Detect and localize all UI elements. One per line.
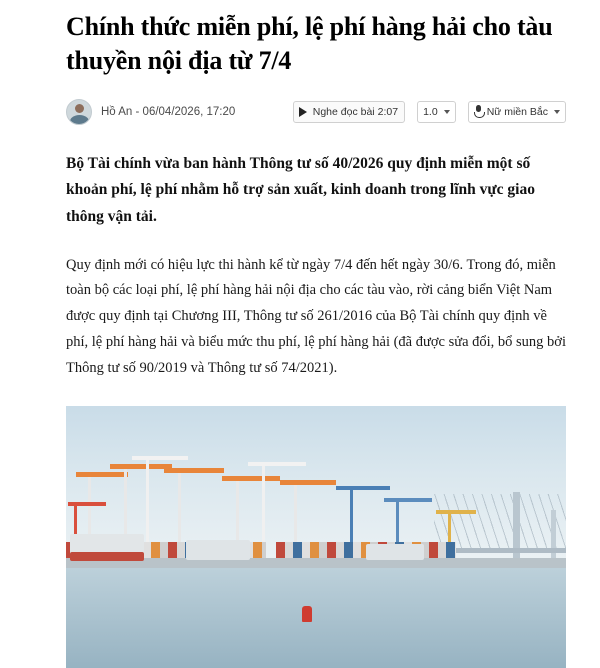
ship-red-hull bbox=[70, 552, 144, 561]
audio-label: Nghe đọc bài bbox=[312, 105, 375, 118]
ship-right bbox=[366, 544, 424, 560]
crane-orange-5-arm bbox=[280, 480, 336, 485]
article-lead: Bộ Tài chính vừa ban hành Thông tư số 40/2026 quy định miễn một số khoản phí, lệ phí nhằm hỗ trợ sản xuất, kinh doanh trong lĩnh vực giao thông vận tải. bbox=[66, 154, 535, 225]
article-paragraph: Quy định mới có hiệu lực thi hành kể từ ngày 7/4 đến hết ngày 30/6. Trong đó, miễn toàn bộ các loại phí, lệ phí hàng hải nội địa cho các tàu vào, rời cảng biển Việt Nam được quy định tại Chương III, Thông tư số 261/2016 của Bộ Tài chính quy định về phí, lệ phí hàng hải và biểu mức thu phí, lệ phí hàng hải (đã được sửa đổi, bổ sung bởi Thông tư số 90/2019 và Thông tư số 74/2021). bbox=[66, 256, 567, 376]
byline-author-date: Hồ An - 06/04/2026, 17:20 bbox=[101, 105, 236, 118]
voice-value: Nữ miền Bắc bbox=[486, 105, 548, 118]
crane-yellow-1-arm bbox=[436, 510, 476, 514]
avatar bbox=[66, 99, 92, 125]
crane-white-1-arm bbox=[132, 456, 188, 460]
crane-orange-3-arm bbox=[164, 468, 224, 473]
byline-row bbox=[66, 97, 566, 127]
audio-duration: 2:07 bbox=[377, 105, 399, 118]
microphone-icon bbox=[474, 105, 483, 118]
crane-blue-1-arm bbox=[336, 486, 390, 490]
page-title: Chính thức miễn phí, lệ phí hàng hải cho tàu thuyền nội địa từ 7/4 bbox=[66, 12, 553, 76]
playback-speed-select[interactable] bbox=[417, 101, 456, 123]
playback-speed-value: 1.0 bbox=[423, 105, 438, 118]
crane-white-2-arm bbox=[248, 462, 306, 466]
article-image bbox=[66, 406, 566, 668]
bridge-tower bbox=[513, 492, 520, 564]
crane-orange-2-arm bbox=[110, 464, 172, 469]
crane-blue-2-arm bbox=[384, 498, 432, 502]
crane-orange-4-arm bbox=[222, 476, 280, 481]
bridge-tower-secondary bbox=[551, 510, 556, 564]
voice-select[interactable] bbox=[468, 101, 566, 123]
play-icon bbox=[299, 107, 307, 117]
chevron-down-icon bbox=[554, 110, 560, 114]
chevron-down-icon bbox=[444, 110, 450, 114]
buoy bbox=[302, 606, 312, 622]
audio-toolbar bbox=[293, 101, 566, 123]
crane-red-1-arm bbox=[68, 502, 106, 506]
ship-center bbox=[186, 540, 250, 560]
audio-play-button[interactable] bbox=[293, 101, 405, 123]
crane-orange-1-arm bbox=[76, 472, 128, 477]
